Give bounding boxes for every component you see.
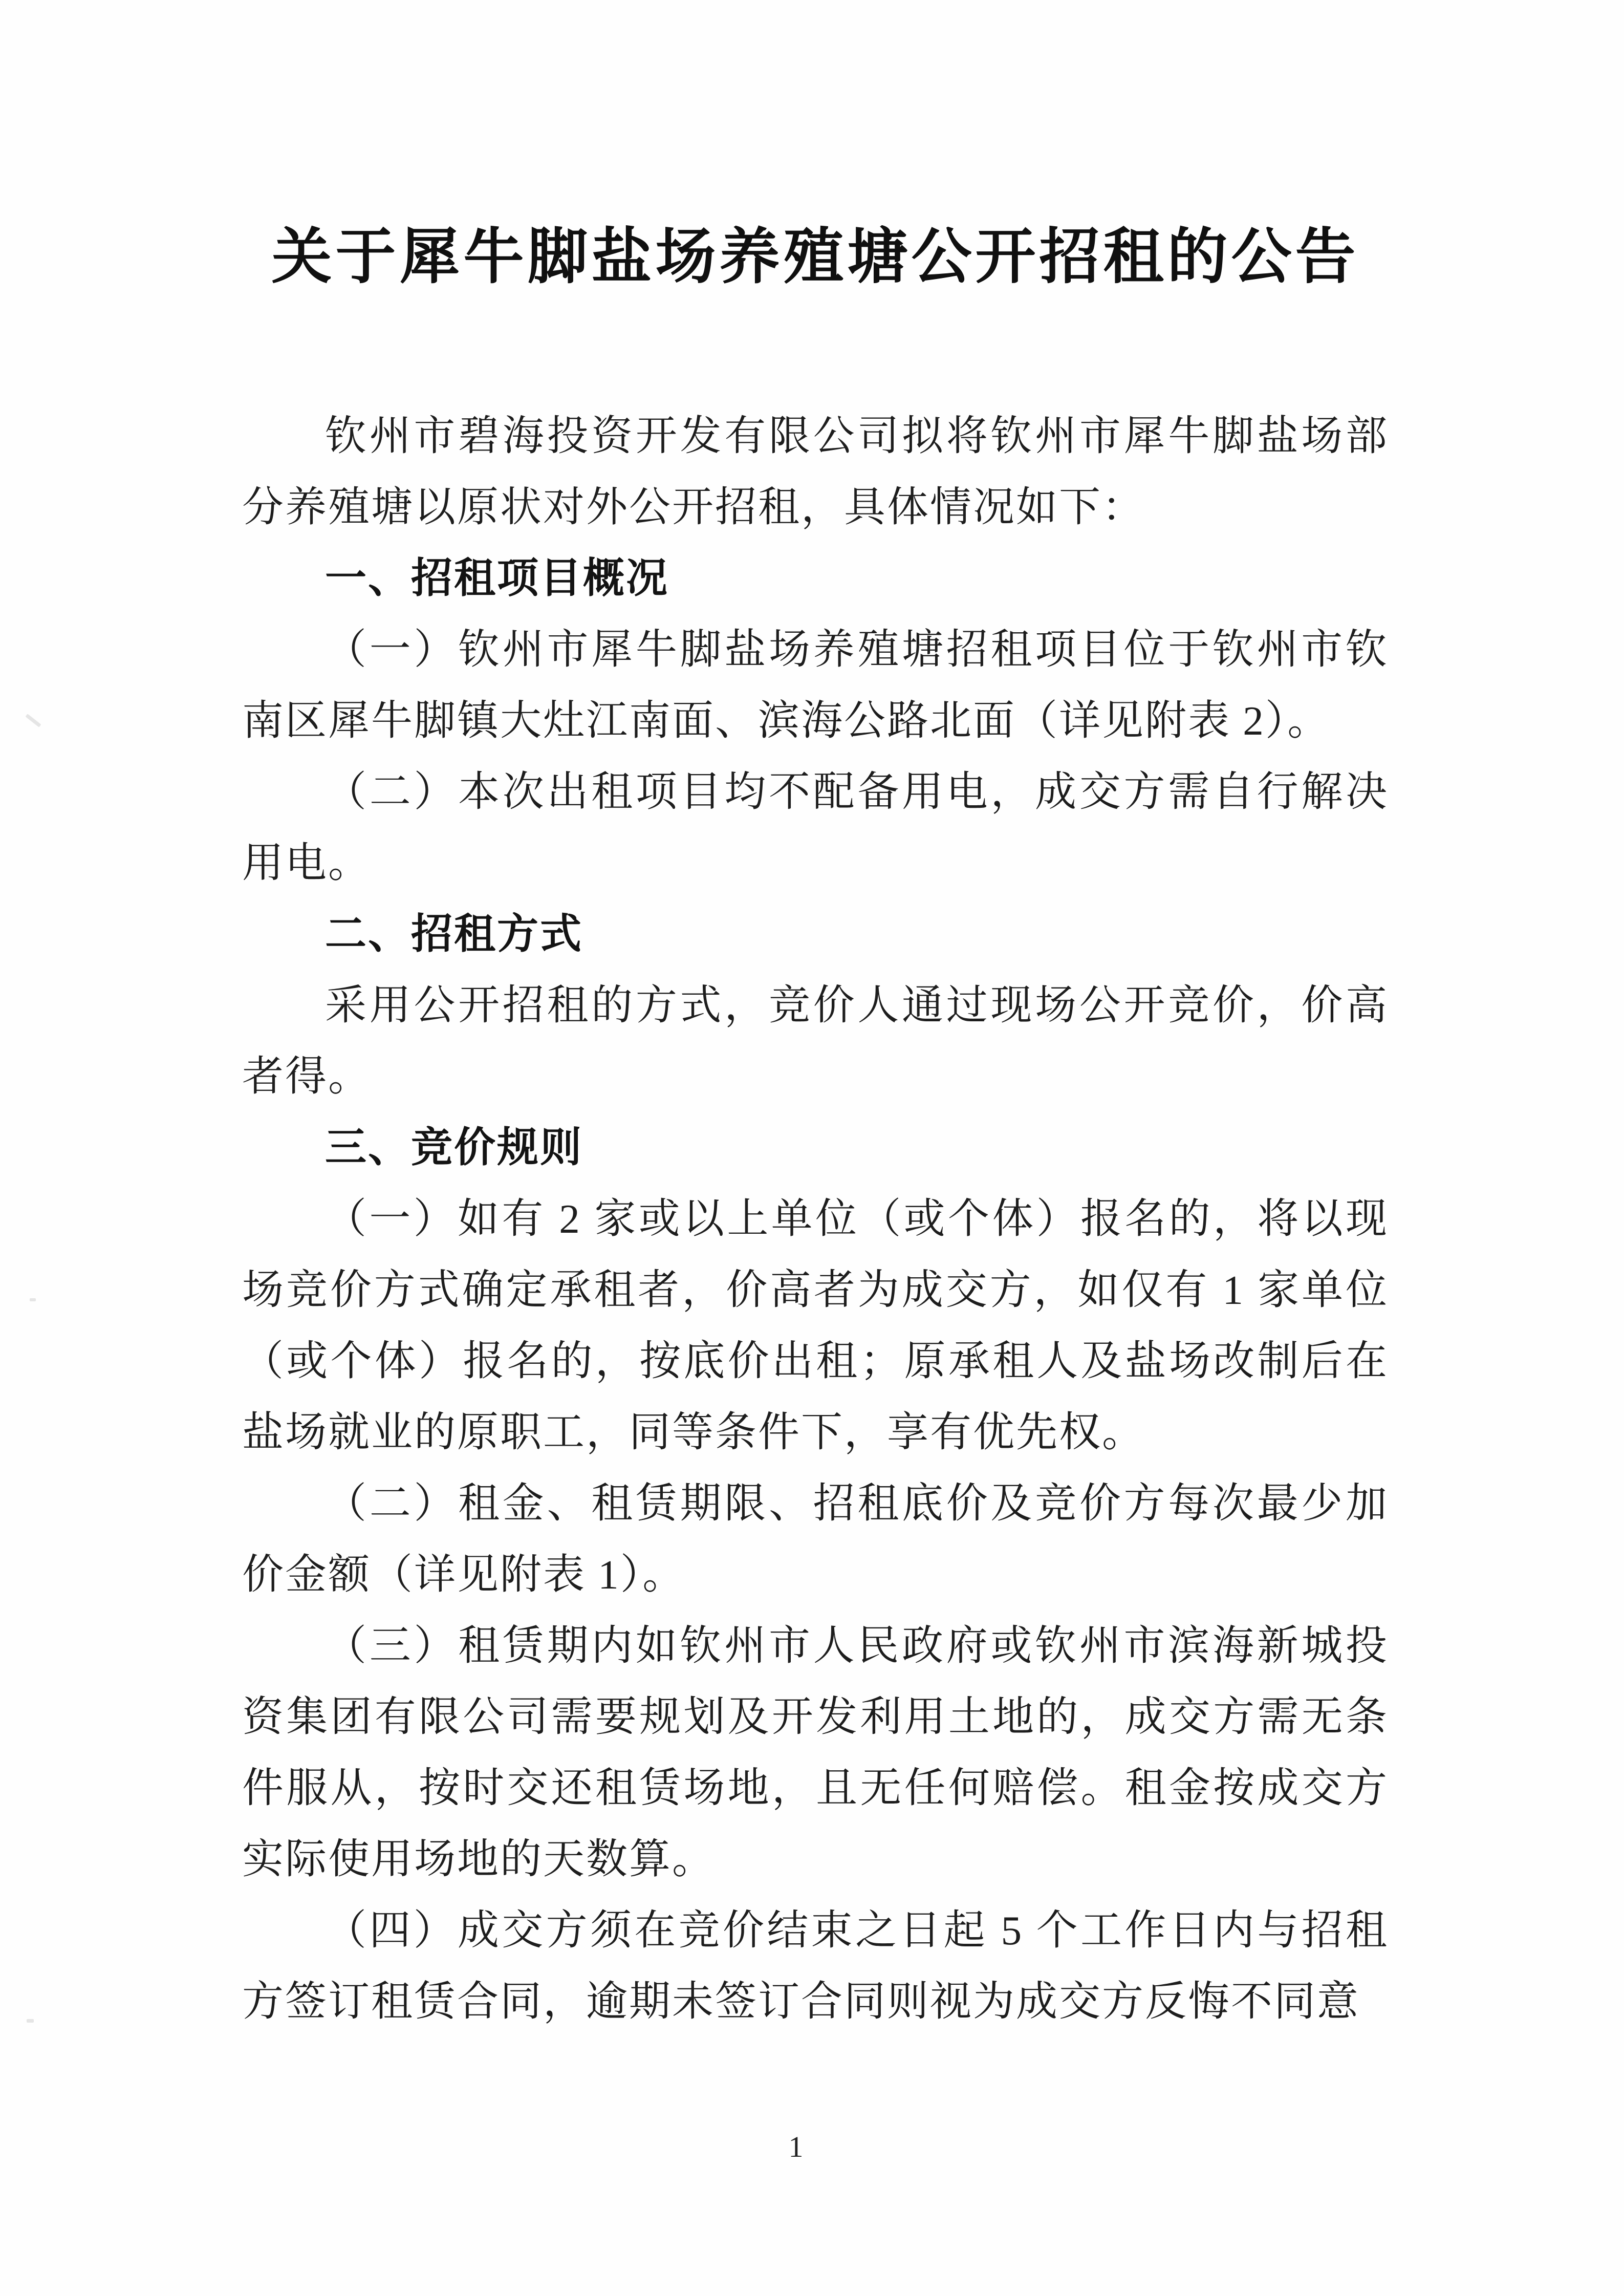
scan-artifact bbox=[27, 2019, 34, 2023]
paragraph-3-3: （三）租赁期内如钦州市人民政府或钦州市滨海新城投资集团有限公司需要规划及开发利用土地的，成交方需无条件服从，按时交还租赁场地，且无任何赔偿。租金按成交方实际使用场地的天数算。 bbox=[242, 1623, 1389, 1882]
document-body bbox=[242, 219, 1389, 2037]
section-heading-3: 三、竞价规则 bbox=[325, 1125, 583, 1171]
paragraph-2-1: 采用公开招租的方式，竞价人通过现场公开竞价，价高者得。 bbox=[242, 982, 1389, 1100]
page-number: 1 bbox=[788, 2130, 804, 2163]
scan-artifact bbox=[30, 1298, 36, 1301]
section-heading-2: 二、招租方式 bbox=[325, 911, 583, 957]
paragraph-3-2: （二）租金、租赁期限、招租底价及竞价方每次最少加价金额（详见附表 1）。 bbox=[242, 1480, 1389, 1598]
paragraph-3-1: （一）如有 2 家或以上单位（或个体）报名的，将以现场竞价方式确定承租者，价高者为成交方，如仅有 1 家单位（或个体）报名的，按底价出租；原承租人及盐场改制后在盐场就业的原职工，同等条件下，享有优先权。 bbox=[242, 1196, 1389, 1455]
document-title: 关于犀牛脚盐场养殖塘公开招租的公告 bbox=[271, 224, 1359, 291]
paragraph-1-1: （一）钦州市犀牛脚盐场养殖塘招租项目位于钦州市钦南区犀牛脚镇大灶江南面、滨海公路北面（详见附表 2）。 bbox=[242, 627, 1389, 744]
section-heading-1: 一、招租项目概况 bbox=[325, 555, 669, 602]
paragraph-1-2: （二）本次出租项目均不配备用电，成交方需自行解决用电。 bbox=[242, 769, 1389, 886]
paragraph-intro: 钦州市碧海投资开发有限公司拟将钦州市犀牛脚盐场部分养殖塘以原状对外公开招租，具体情况如下： bbox=[242, 413, 1389, 530]
paragraph-3-4: （四）成交方须在竞价结束之日起 5 个工作日内与招租方签订租赁合同，逾期未签订合同则视为成交方反悔不同意 bbox=[242, 1907, 1389, 2025]
